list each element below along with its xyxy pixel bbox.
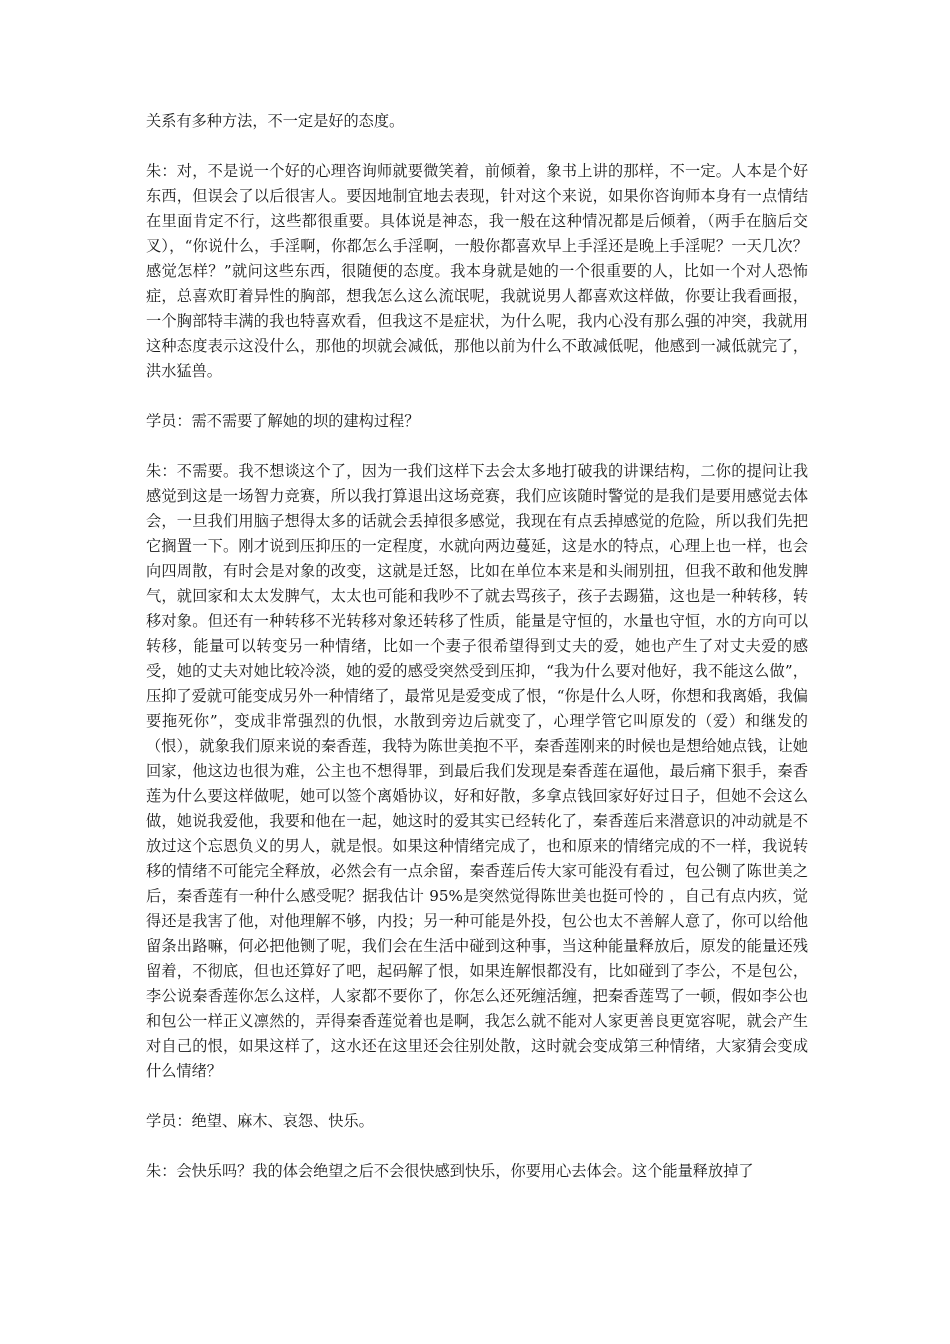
- paragraph-zhu-reply-2: 朱：不需要。我不想谈这个了，因为一我们这样下去会太多地打破我的讲课结构，二你的提问让我感觉到这是一场智力竞赛，所以我打算退出这场竞赛，我们应该随时警觉的是我们是要用感觉去体会，一旦我们用脑子想得太多的话就会丢掉很多感觉，我现在有点丢掉感觉的危险，所以我们先把它搁置一下。刚才说到压抑压的一定程度，水就向两边蔓延，这是水的特点，心理上也一样，也会向四周散，有时会是对象的改变，这就是迁怒，比如在单位本来是和头闹别扭，但我不敢和他发脾气，就回家和太太发脾气，太太也可能和我吵不了就去骂孩子，孩子去踢猫，这也是一种转移，转移对象。但还有一种转移不光转移对象还转移了性质，能量是守恒的，水量也守恒，水的方向可以转移，能量可以转变另一种情绪，比如一个妻子很希望得到丈夫的爱，她也产生了对丈夫爱的感受，她的丈夫对她比较冷淡，她的爱的感受突然受到压抑，“我为什么要对他好，我不能这么做”，压抑了爱就可能变成另外一种情绪了，最常见是爱变成了恨，“你是什么人呀，你想和我离婚，我偏要拖死你”，变成非常强烈的仇恨，水散到旁边后就变了，心理学管它叫原发的（爱）和继发的（恨），就象我们原来说的秦香莲，我特为陈世美抱不平，秦香莲刚来的时候也是想给她点钱，让她回家，他这边也很为难，公主也不想得罪，到最后我们发现是秦香莲在逼他，最后痛下狠手，秦香莲为什么要这样做呢，她可以签个离婚协议，好和好散，多拿点钱回家好好过日子，但她不会这么做，她说我爱他，我要和他在一起，她这时的爱其实已经转化了，秦香莲后来潜意识的冲动就是不放过这个忘恩负义的男人，就是恨。如果这种情绪完成了，也和原来的情绪完成的不一样，我说转移的情绪不可能完全释放，必然会有一点余留，秦香莲后传大家可能没有看过，包公铡了陈世美之后，秦香莲有一种什么感受呢？据我估计 95%是突然觉得陈世美也挺可怜的 ，自己有点内疚，觉得还是我害了他，对他理解不够，内投；另一种可能是外投，包公也太不善解人意了，你可以给他留条出路嘛，何必把他铡了呢，我们会在生活中碰到这种事，当这种能量释放后，原发的能量还残留着，不彻底，但也还算好了吧，起码解了恨，如果连解恨都没有，比如碰到了李公，不是包公，李公说秦香莲你怎么这样，人家都不要你了，你怎么还死缠活缠，把秦香莲骂了一顿，假如李公也和包公一样正义凛然的，弄得秦香莲觉着也是啊，我怎么就不能对人家更善良更宽容呢，就会产生对自己的恨，如果这样了，这水还在这里还会往别处散，这时就会变成第三种情绪，大家猜会变成什么情绪？: [146, 462, 808, 1080]
- paragraph-intro: 关系有多种方法，不一定是好的态度。: [146, 112, 405, 130]
- paragraph-student-answer: 学员：绝望、麻木、哀怨、快乐。: [146, 1112, 374, 1130]
- paragraph-student-question: 学员：需不需要了解她的坝的建构过程？: [146, 412, 420, 430]
- paragraph-zhu-reply-1: 朱：对，不是说一个好的心理咨询师就要微笑着，前倾着，象书上讲的那样，不一定。人本是个好东西，但误会了以后很害人。要因地制宜地去表现，针对这个来说，如果你咨询师本身有一点情结在里面肯定不行，这些都很重要。具体说是神态，我一般在这种情况都是后倾着，（两手在脑后交叉），“你说什么，手淫啊，你都怎么手淫啊，一般你都喜欢早上手淫还是晚上手淫呢？一天几次？感觉怎样？”就问这些东西，很随便的态度。我本身就是她的一个很重要的人，比如一个对人恐怖症，总喜欢盯着异性的胸部，想我怎么这么流氓呢，我就说男人都喜欢这样做，你要让我看画报，一个胸部特丰满的我也特喜欢看，但我这不是症状，为什么呢，我内心没有那么强的冲突，我就用这种态度表示这没什么，那他的坝就会减低，那他以前为什么不敢减低呢，他感到一减低就完了，洪水猛兽。: [146, 162, 808, 380]
- document-page: [146, 109, 808, 1184]
- paragraph-zhu-reply-3: 朱：会快乐吗？我的体会绝望之后不会很快感到快乐，你要用心去体会。这个能量释放掉了: [146, 1162, 754, 1180]
